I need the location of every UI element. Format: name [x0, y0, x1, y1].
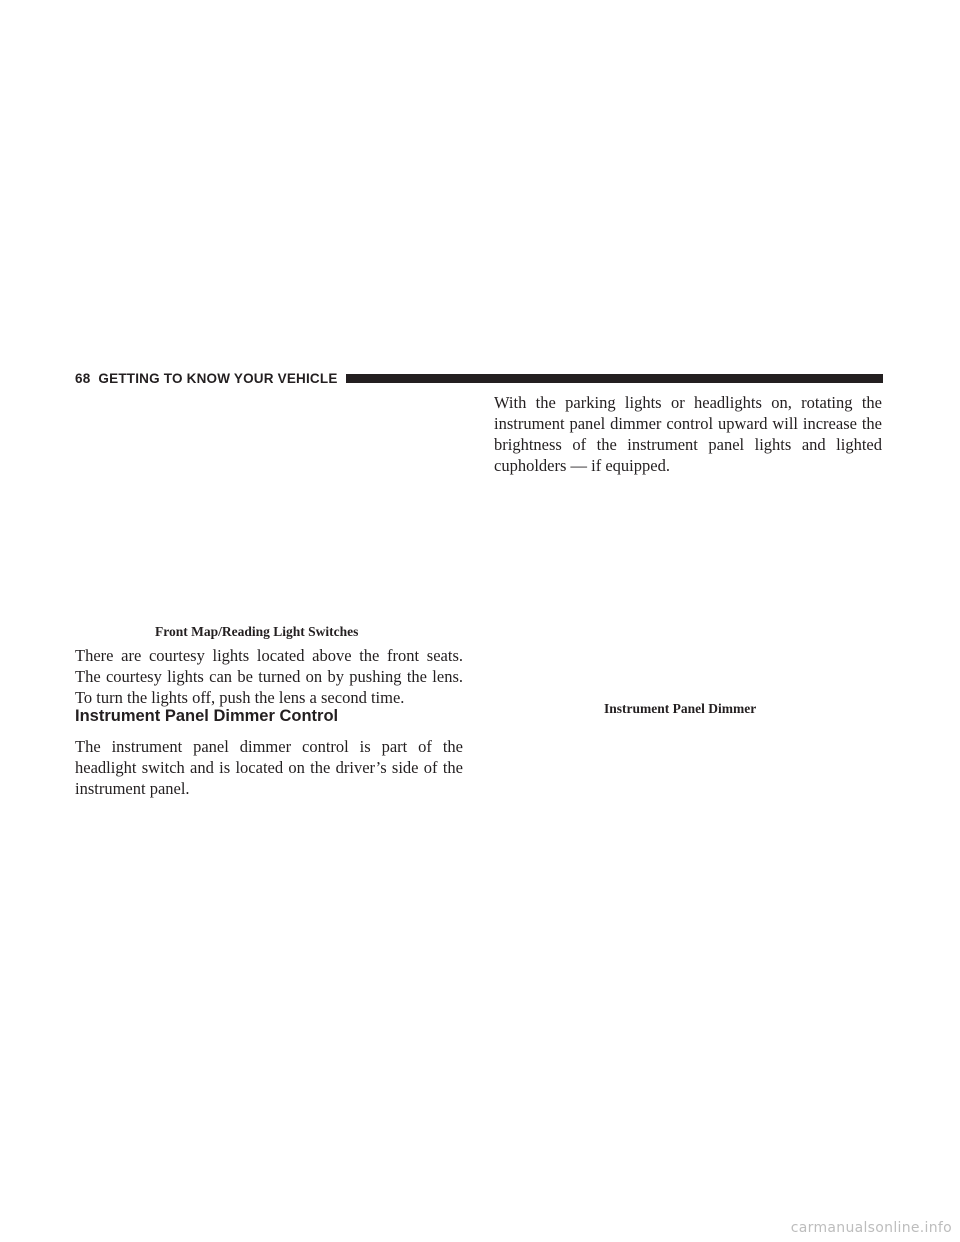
page-number: 68 [75, 370, 91, 386]
brightness-text-block [494, 392, 882, 476]
page-header [75, 370, 883, 386]
watermark: carmanualsonline.info [790, 1220, 952, 1236]
section-title: GETTING TO KNOW YOUR VEHICLE [98, 370, 338, 386]
courtesy-lights-text-block [75, 645, 463, 708]
front-map-light-caption: Front Map/Reading Light Switches [155, 624, 359, 639]
dimmer-control-paragraph: The instrument panel dimmer control is part of the headlight switch and is located on the driver’s side of the instrument panel. [75, 737, 463, 798]
header-rule [346, 374, 883, 383]
front-map-light-figure [75, 400, 463, 615]
dimmer-caption: Instrument Panel Dimmer [604, 701, 757, 716]
brightness-paragraph: With the parking lights or headlights on, rotating the instrument panel dimmer control upward will increase the brightness of the instrument panel lights and lighted cupholders — if equipped. [494, 393, 882, 475]
courtesy-lights-paragraph: There are courtesy lights located above the front seats. The courtesy lights can be turned on by pushing the lens. To turn the lights off, push the lens a second time. [75, 646, 463, 707]
dimmer-figure [494, 485, 882, 697]
dimmer-control-heading: Instrument Panel Dimmer Control [75, 707, 339, 725]
dimmer-control-text-block [75, 736, 463, 799]
